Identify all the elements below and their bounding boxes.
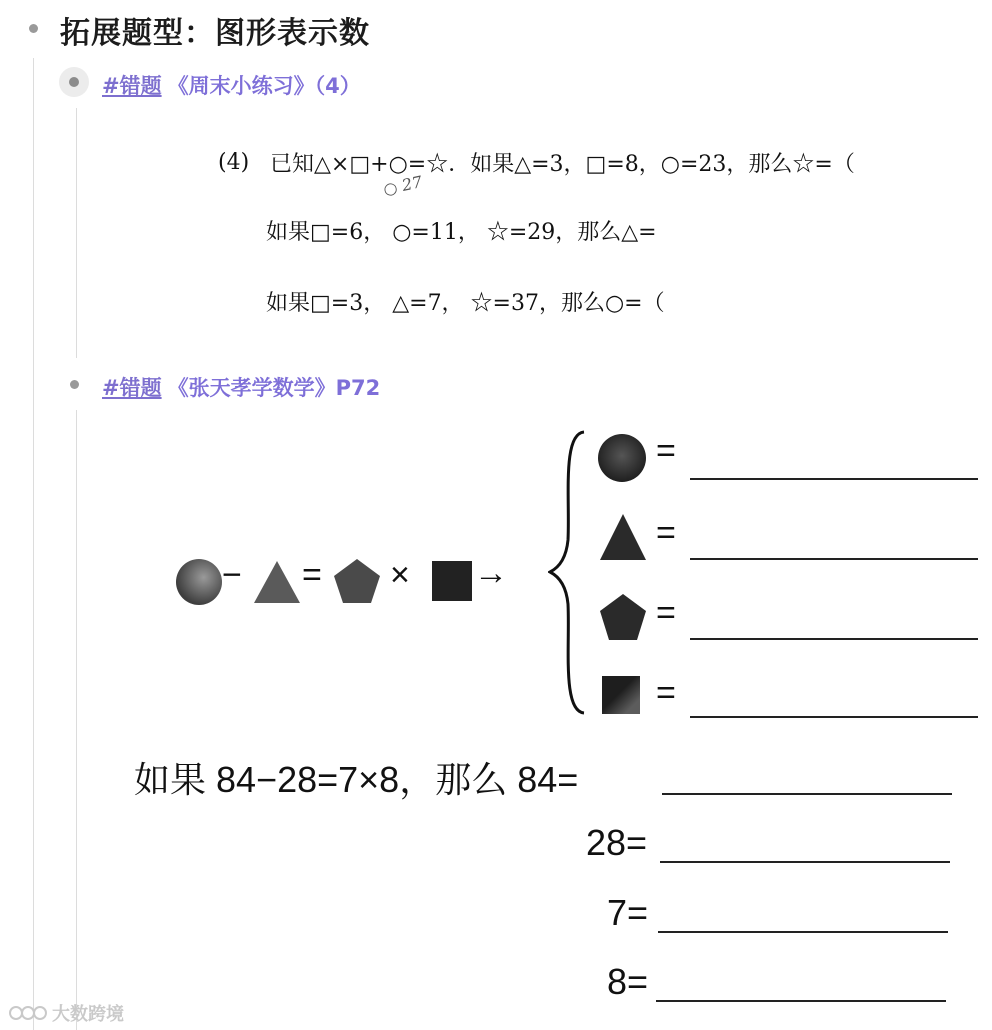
note1-tag-link[interactable]: #错题 <box>102 74 162 98</box>
heading-bullet[interactable] <box>29 24 38 33</box>
right-pentagon-icon <box>598 592 648 642</box>
example-7: 7= <box>607 892 649 933</box>
triangle-shape-icon <box>252 559 302 605</box>
right-equals-4: = <box>656 674 676 712</box>
right-square-icon <box>602 676 640 714</box>
minus-sign: − <box>222 556 242 594</box>
problem-line-2: 如果□=6， ○=11， ☆=29，那么△= <box>266 220 657 245</box>
answer-line-7 <box>658 931 948 933</box>
answer-line-84 <box>662 793 952 795</box>
times-sign: × <box>390 556 410 594</box>
note1-image <box>200 130 980 330</box>
answer-line-circle <box>690 478 978 480</box>
example-8: 8= <box>607 961 649 1002</box>
problem-line-3: 如果□=3， △=7， ☆=37，那么○=（ <box>266 291 665 316</box>
right-equals-1: = <box>656 432 676 470</box>
outline-guide-2 <box>76 108 77 358</box>
example-28: 28= <box>586 822 648 863</box>
answer-line-pentagon <box>690 638 978 640</box>
answer-line-28 <box>660 861 950 863</box>
problem-number: (4) <box>218 150 250 175</box>
watermark-text: 大数跨境 <box>52 1004 124 1025</box>
outline-guide-1 <box>33 58 34 1030</box>
answer-line-8 <box>656 1000 946 1002</box>
pentagon-shape-icon <box>332 557 382 605</box>
note2-tag-link[interactable]: #错题 <box>102 376 162 400</box>
circle-shape-icon <box>176 559 222 605</box>
note1-book-title: 《周末小练习》（4） <box>167 74 361 98</box>
note2-header <box>102 372 380 402</box>
note1-bullet[interactable] <box>59 67 89 97</box>
watermark-logo-icon <box>8 1002 48 1024</box>
right-triangle-icon <box>598 512 648 562</box>
outline-guide-3 <box>76 410 77 1030</box>
right-circle-icon <box>598 434 646 482</box>
arrow-icon: → <box>474 554 508 592</box>
left-brace-icon <box>548 430 588 715</box>
example-equation: 如果 84−28=7×8，那么 84= <box>134 759 579 800</box>
note2-book-title: 《张天孝学数学》P72 <box>167 376 381 400</box>
problem-line-1: 已知△×□+○=☆．如果△=3，□=8，○=23，那么☆=（ <box>270 152 855 177</box>
handwritten-note: ○ 27 <box>381 172 424 199</box>
square-shape-icon <box>432 561 472 601</box>
answer-line-triangle <box>690 558 978 560</box>
equals-sign: = <box>302 556 322 594</box>
note2-image <box>100 420 992 1030</box>
right-equals-3: = <box>656 594 676 632</box>
note1-header <box>102 70 361 100</box>
right-equals-2: = <box>656 514 676 552</box>
watermark <box>8 1000 124 1026</box>
answer-line-square <box>690 716 978 718</box>
page-title: 拓展题型：图形表示数 <box>60 16 370 51</box>
note2-bullet[interactable] <box>70 380 79 389</box>
